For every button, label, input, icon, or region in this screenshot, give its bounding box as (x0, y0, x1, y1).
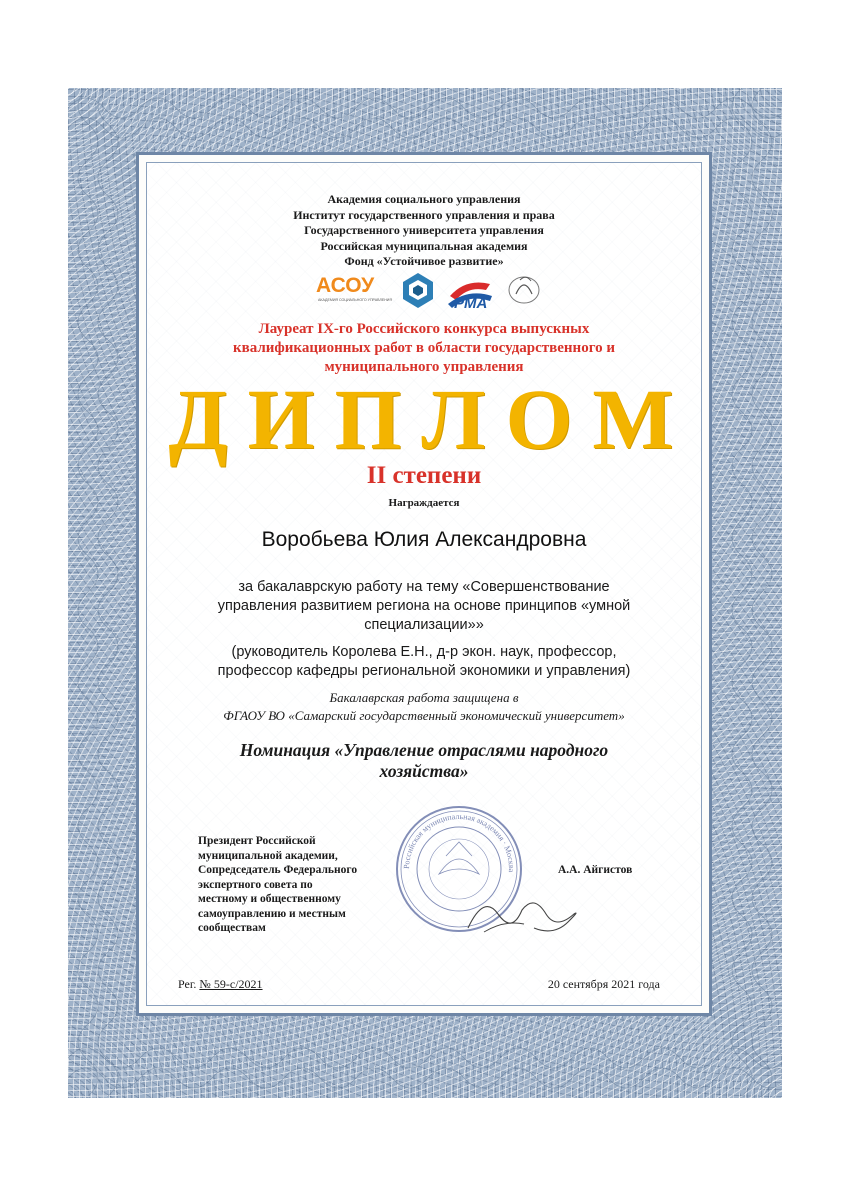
recipient-name: Воробьева Юлия Александровна (261, 528, 587, 551)
rma-logo-text: РМА (454, 295, 488, 312)
signature (464, 884, 584, 944)
stamp-text: Российская муниципальная академия · Москва (401, 811, 517, 873)
laureate-line: квалификационных работ в области государственного и (232, 340, 616, 356)
reg-label: Рег. (178, 977, 197, 991)
asou-logo-text: АСОУ (316, 274, 375, 297)
logos-row (146, 270, 702, 312)
defended-line: ФГАОУ ВО «Самарский государственный экономический университет» (223, 708, 625, 723)
president-line: сообществам (198, 922, 266, 934)
laureate-line: Лауреат IX-го Российского конкурса выпускных (258, 321, 590, 337)
signer-name: А.А. Айгистов (558, 864, 633, 876)
org-line: Академия социального управления (327, 192, 521, 206)
president-line: Сопредседатель Федерального (198, 864, 358, 876)
topic-line: специализации»» (364, 617, 484, 633)
president-line: муниципальной академии, (198, 849, 338, 862)
defended-at (166, 689, 682, 725)
asou-logo (316, 274, 392, 302)
supervisor-line: (руководитель Королева Е.Н., д-р экон. наук, профессор, (231, 644, 617, 660)
institute-logo (403, 273, 433, 308)
diploma-heading: ДИПЛОМ (168, 371, 694, 467)
laureate-line: муниципального управления (324, 359, 524, 375)
org-line: Институт государственного управления и права (293, 207, 555, 222)
awarded-label: Награждается (388, 497, 460, 509)
nomination-line: Номинация «Управление отраслями народного (239, 740, 609, 760)
president-line: Президент Российской (198, 835, 316, 847)
supervisor-line: профессор кафедры региональной экономики и управления) (217, 663, 631, 679)
president-line: самоуправлению и местным (198, 907, 346, 920)
thesis-topic (176, 578, 672, 635)
supervisor-info (176, 643, 672, 681)
president-title (198, 834, 398, 936)
laureate-title (186, 320, 662, 377)
reg-number: № 59-с/2021 (199, 977, 263, 991)
org-line: Фонд «Устойчивое развитие» (344, 254, 504, 268)
issue-date: 20 сентября 2021 года (547, 977, 660, 991)
asou-logo-subtitle: АКАДЕМИЯ СОЦИАЛЬНОГО УПРАВЛЕНИЯ (318, 298, 392, 302)
president-line: экспертного совета по (198, 878, 313, 891)
nomination-line: хозяйства» (379, 761, 469, 781)
defended-line: Бакалаврская работа защищена в (329, 690, 519, 705)
topic-line: за бакалаврскую работу на тему «Совершенствование (238, 579, 610, 595)
organizations-header (146, 192, 702, 270)
nomination (196, 740, 652, 782)
org-line: Российская муниципальная академия (320, 238, 528, 253)
topic-line: управления развитием региона на основе принципов «умной (217, 598, 631, 614)
rma-logo (448, 283, 492, 313)
diploma-content (146, 162, 702, 1006)
org-line: Государственного университета управления (304, 223, 544, 237)
president-line: местному и общественному (198, 893, 341, 905)
registration (178, 977, 263, 992)
degree-label: II степени (366, 462, 482, 489)
fund-logo (509, 277, 539, 303)
